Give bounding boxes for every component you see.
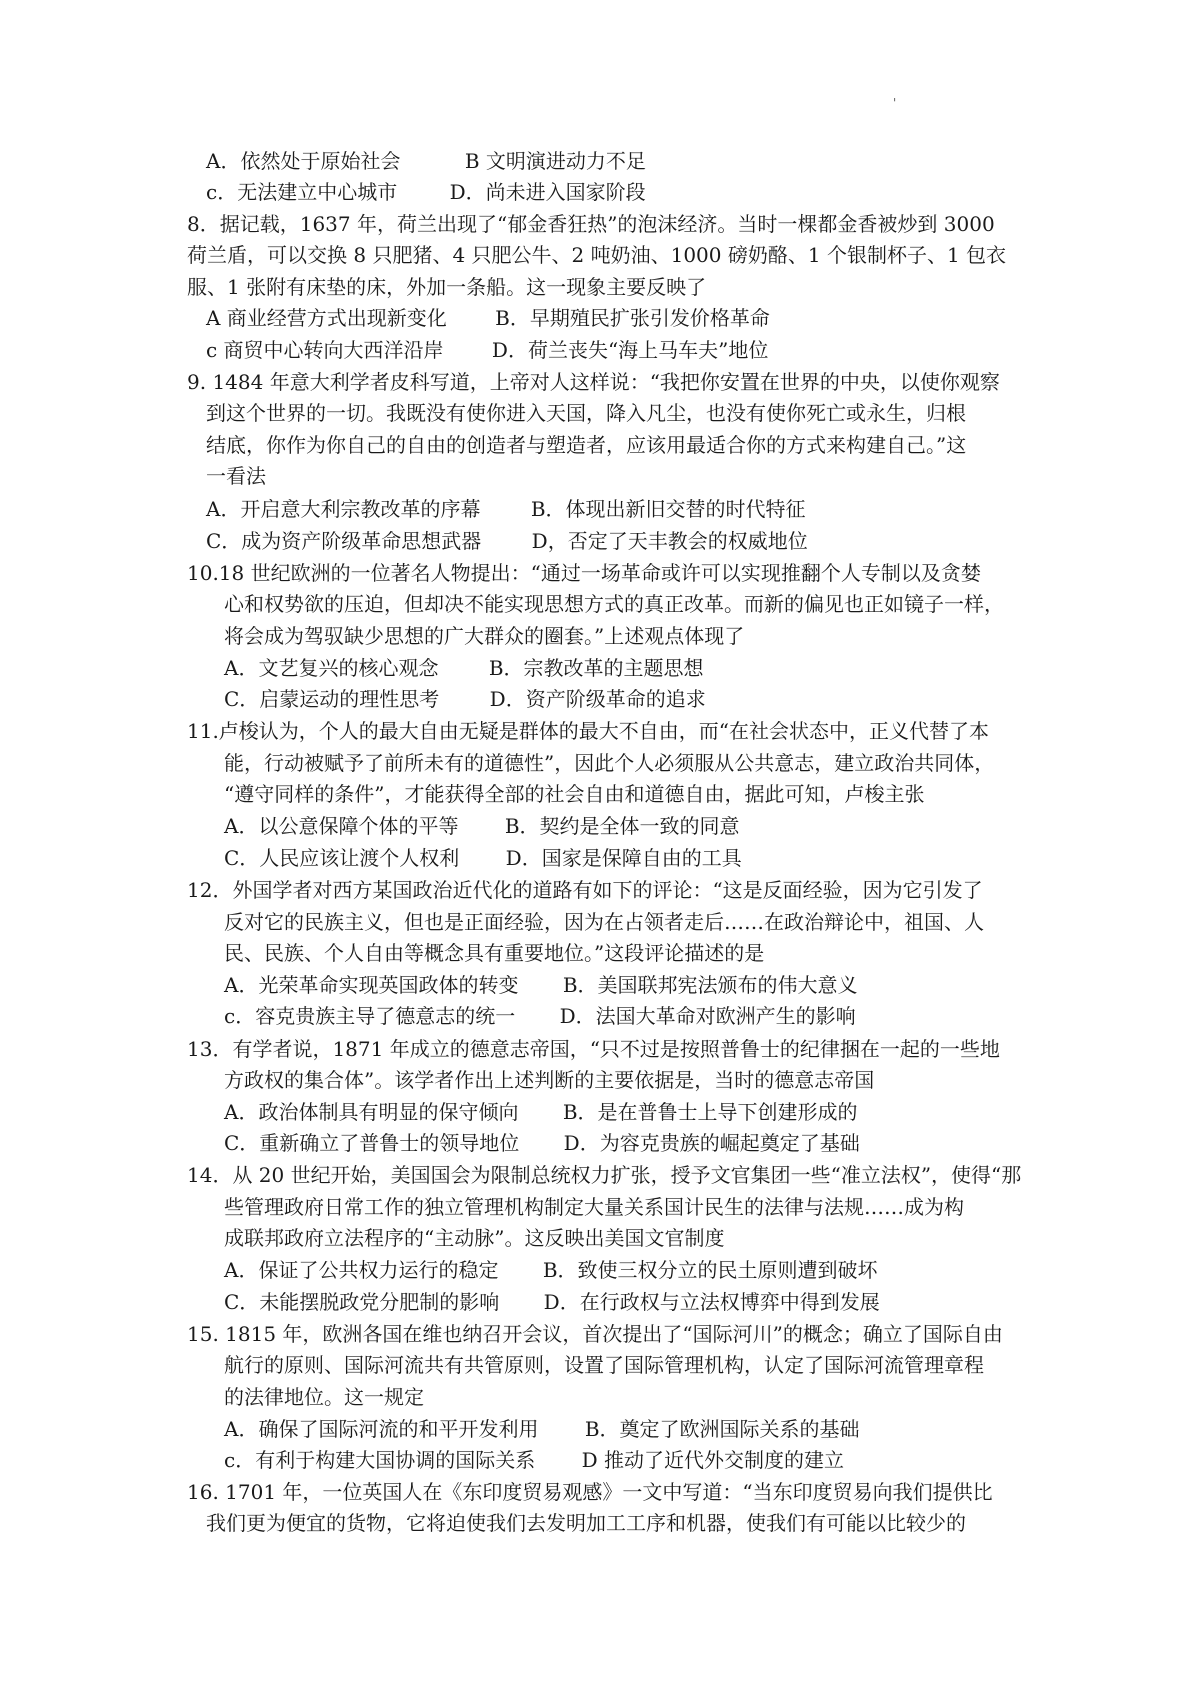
- q15-options-row1: [224, 1414, 860, 1444]
- q13-stem-line: 方政权的集合体”。该学者作出上述判断的主要依据是，当时的德意志帝国: [224, 1068, 875, 1092]
- q14-stem-line: 14．从 20 世纪开始，美国国会为限制总统权力扩张，授予文官集团一些“准立法权”，使得“那: [187, 1163, 1022, 1187]
- q9-options-row2: [206, 526, 808, 556]
- q10-stem-line: 10.18 世纪欧洲的一位著名人物提出：“通过一场革命或许可以实现推翻个人专制以及贪婪: [187, 561, 981, 585]
- q14-stem-line: 些管理政府日常工作的独立管理机构制定大量关系国计民生的法律与法规……成为构: [224, 1195, 964, 1219]
- q12-stem-line: 12．外国学者对西方某国政治近代化的道路有如下的评论：“这是反面经验，因为它引发了: [187, 878, 983, 902]
- q7-option-b: B 文明演进动力不足: [464, 149, 646, 173]
- q8-option-d: D．荷兰丧失“海上马车夫”地位: [491, 338, 769, 362]
- q12-stem-line: 反对它的民族主义，但也是正面经验，因为在占领者走后……在政治辩论中，祖国、人: [224, 910, 984, 934]
- q14-option-c: C．未能摆脱政党分肥制的影响: [224, 1290, 500, 1314]
- q9-option-c: C．成为资产阶级革命思想武器: [206, 529, 482, 553]
- q9-options-row1: [206, 494, 806, 524]
- q14-option-d: D．在行政权与立法权博弈中得到发展: [543, 1290, 880, 1314]
- q14-options-row1: [224, 1255, 878, 1285]
- q8-stem-line: 服、1 张附有床垫的床，外加一条船。这一现象主要反映了: [187, 275, 707, 299]
- q10-option-c: C．启蒙运动的理性思考: [224, 687, 440, 711]
- q12-option-a: A．光荣革命实现英国政体的转变: [224, 973, 519, 997]
- q12-options-row1: [224, 970, 858, 1000]
- q10-option-a: A．文艺复兴的核心观念: [224, 656, 439, 680]
- q8-options-row2: [206, 335, 768, 365]
- q7-option-c: c．无法建立中心城市: [206, 180, 398, 204]
- q8-options-row1: [206, 303, 770, 333]
- q15-stem-line: 15. 1815 年，欧洲各国在维也纳召开会议，首次提出了“国际河川”的概念；确立了国际自由: [187, 1322, 1003, 1346]
- q13-option-b: B．是在普鲁士上导下创建形成的: [562, 1100, 858, 1124]
- q15-options-row2: [224, 1445, 844, 1475]
- corner-mark: ': [893, 96, 897, 110]
- q13-options-row2: [224, 1128, 860, 1158]
- q14-options-row2: [224, 1287, 880, 1317]
- q8-option-c: c 商贸中心转向大西洋沿岸: [206, 338, 444, 362]
- q15-stem-line: 的法律地位。这一规定: [224, 1385, 424, 1409]
- q10-options-row1: [224, 653, 704, 683]
- q9-stem-line: 一看法: [206, 464, 266, 488]
- q13-option-c: C．重新确立了普鲁士的领导地位: [224, 1131, 520, 1155]
- q15-option-a: A．确保了国际河流的和平开发利用: [224, 1417, 539, 1441]
- q8-option-b: B．早期殖民扩张引发价格革命: [495, 306, 770, 330]
- q16-stem-line: 16. 1701 年，一位英国人在《东印度贸易观感》一文中写道：“当东印度贸易向我们提供比: [187, 1480, 993, 1504]
- q10-option-b: B．宗教改革的主题思想: [488, 656, 704, 680]
- q9-stem-line: 9. 1484 年意大利学者皮科写道，上帝对人这样说：“我把你安置在世界的中央，以使你观察: [187, 370, 1000, 394]
- q8-stem-line: 荷兰盾，可以交换 8 只肥猪、4 只肥公牛、2 吨奶油、1000 磅奶酪、1 个银制杯子、1 包衣: [187, 243, 1007, 267]
- q7-option-d: D．尚未进入国家阶段: [449, 180, 646, 204]
- q7-options-row1: [206, 146, 646, 176]
- q11-stem-line: “遵守同样的条件”，才能获得全部的社会自由和道德自由，据此可知，卢梭主张: [224, 782, 925, 806]
- q7-option-a: A．依然处于原始社会: [206, 149, 401, 173]
- q12-option-d: D．法国大革命对欧洲产生的影响: [559, 1004, 856, 1028]
- q15-option-d: D 推动了近代外交制度的建立: [581, 1448, 844, 1472]
- q9-stem-line: 结底，你作为你自己的自由的创造者与塑造者，应该用最适合你的方式来构建自己。”这: [206, 433, 967, 457]
- q10-option-d: D．资产阶级革命的追求: [489, 687, 706, 711]
- q11-option-a: A．以公意保障个体的平等: [224, 814, 459, 838]
- q13-options-row1: [224, 1097, 858, 1127]
- q9-stem-line: 到这个世界的一切。我既没有使你进入天国，降入凡尘，也没有使你死亡或永生，归根: [206, 401, 966, 425]
- q13-option-a: A．政治体制具有明显的保守倾向: [224, 1100, 519, 1124]
- q11-stem-line: 能，行动被赋予了前所未有的道德性”，因此个人必须服从公共意志，建立政治共同体，: [224, 751, 995, 775]
- q13-option-d: D．为容克贵族的崛起奠定了基础: [563, 1131, 860, 1155]
- q14-option-a: A．保证了公共权力运行的稳定: [224, 1258, 499, 1282]
- q10-options-row2: [224, 684, 706, 714]
- q12-option-c: c．容克贵族主导了德意志的统一: [224, 1004, 516, 1028]
- q13-stem-line: 13．有学者说，1871 年成立的德意志帝国，“只不过是按照普鲁士的纪律捆在一起的一些地: [187, 1037, 1000, 1061]
- q11-options-row2: [224, 843, 742, 873]
- q10-stem-line: 心和权势欲的压迫，但却决不能实现思想方式的真正改革。而新的偏见也正如镜子一样，: [224, 592, 1004, 616]
- q15-option-b: B．奠定了欧洲国际关系的基础: [584, 1417, 860, 1441]
- q15-option-c: c．有利于构建大国协调的国际关系: [224, 1448, 536, 1472]
- q10-stem-line: 将会成为驾驭缺少思想的广大群众的圈套。”上述观点体现了: [224, 624, 745, 648]
- q11-option-b: B．契约是全体一致的同意: [504, 814, 740, 838]
- q11-option-d: D．国家是保障自由的工具: [505, 846, 742, 870]
- q9-option-a: A．开启意大利宗教改革的序幕: [206, 497, 481, 521]
- q12-options-row2: [224, 1001, 856, 1031]
- q11-options-row1: [224, 811, 740, 841]
- q12-stem-line: 民、民族、个人自由等概念具有重要地位。”这段评论描述的是: [224, 941, 765, 965]
- q16-stem-line: 我们更为便宜的货物，它将迫使我们去发明加工工序和机器，使我们有可能以比较少的: [206, 1511, 966, 1535]
- q9-option-d: D，否定了天丰教会的权威地位: [531, 529, 808, 553]
- q8-option-a: A 商业经营方式出现新变化: [206, 306, 447, 330]
- q7-options-row2: [206, 177, 646, 207]
- q14-option-b: B．致使三权分立的民土原则遭到破坏: [542, 1258, 878, 1282]
- q11-stem-line: 11.卢梭认为，个人的最大自由无疑是群体的最大不自由，而“在社会状态中，正义代替了本: [187, 719, 990, 743]
- q8-stem-line: 8．据记载，1637 年，荷兰出现了“郁金香狂热”的泡沫经济。当时一棵都金香被炒到 3000: [187, 212, 995, 236]
- q15-stem-line: 航行的原则、国际河流共有共管原则，设置了国际管理机构，认定了国际河流管理章程: [224, 1353, 984, 1377]
- q11-option-c: C．人民应该让渡个人权利: [224, 846, 460, 870]
- q9-option-b: B．体现出新旧交替的时代特征: [530, 497, 806, 521]
- q12-option-b: B．美国联邦宪法颁布的伟大意义: [562, 973, 858, 997]
- q14-stem-line: 成联邦政府立法程序的“主动脉”。这反映出美国文官制度: [224, 1226, 725, 1250]
